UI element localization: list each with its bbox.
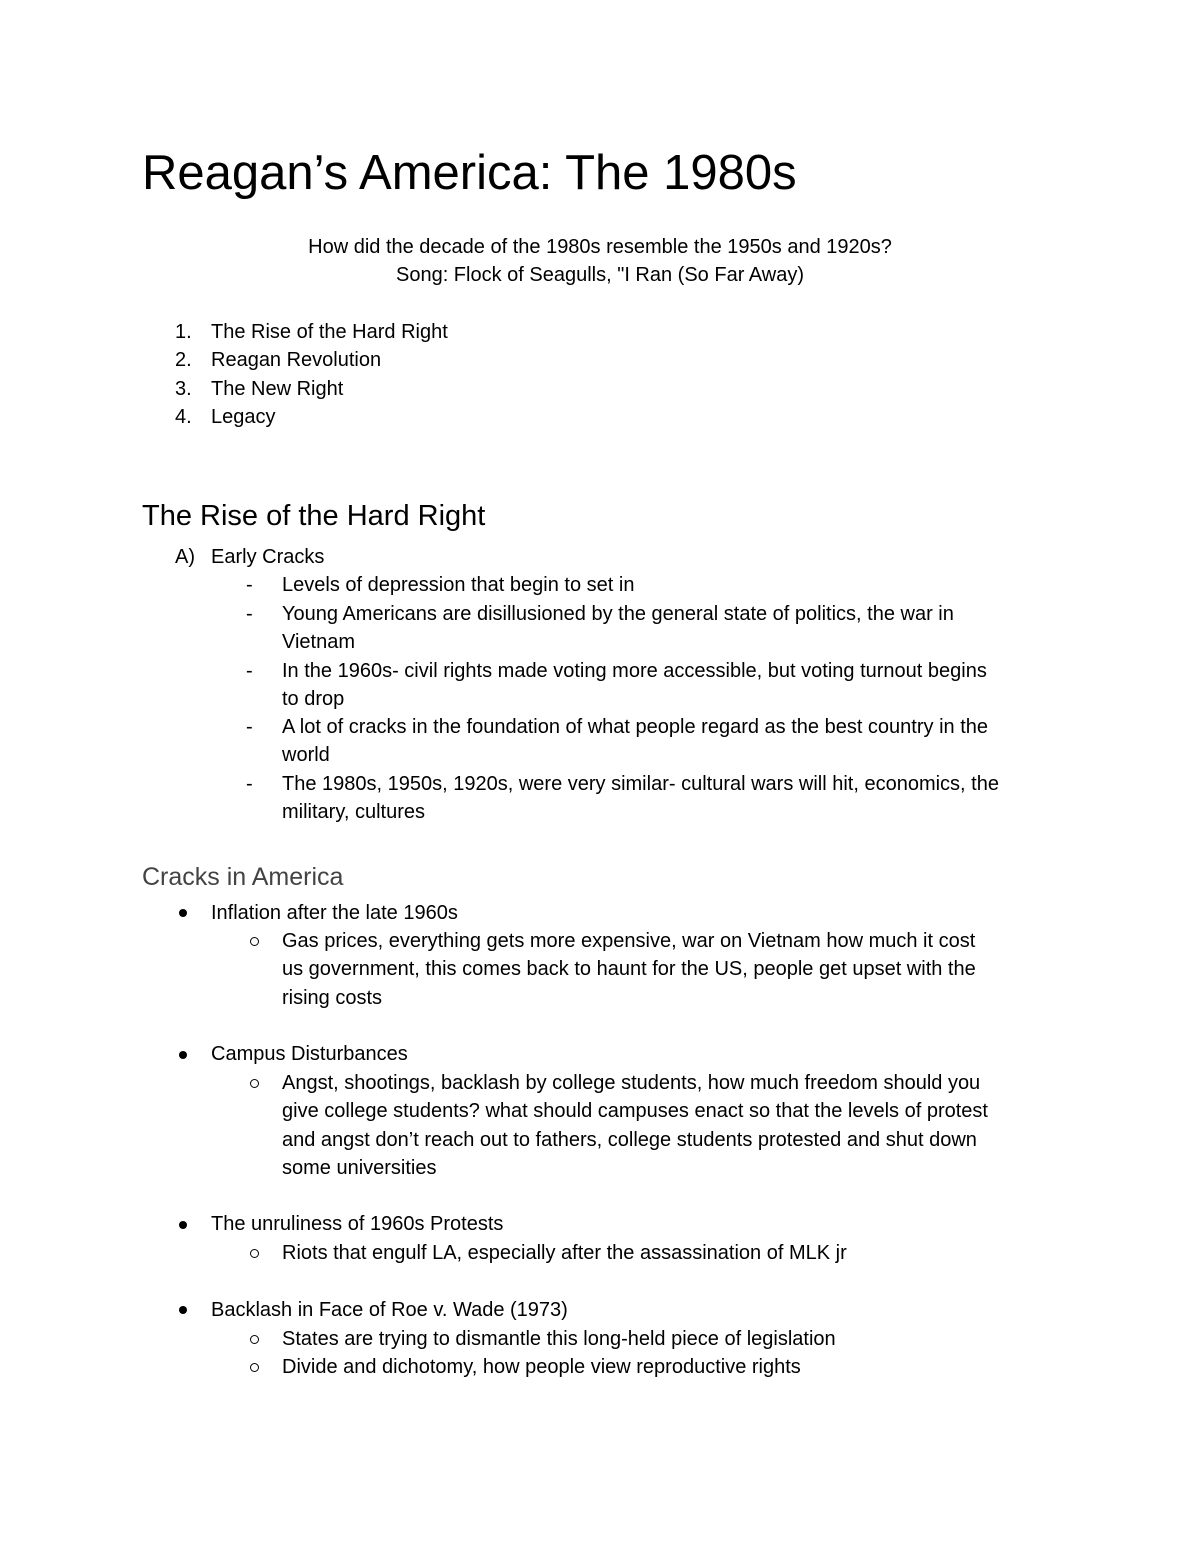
dash-marker: - — [246, 574, 253, 596]
subsection-heading: Cracks in America — [142, 863, 344, 891]
list-item-continued: to drop — [282, 688, 345, 710]
sub-list-item: Riots that engulf LA, especially after the assassination of MLK jr — [282, 1242, 847, 1264]
list-item: The 1980s, 1950s, 1920s, were very similar- cultural wars will hit, economics, the — [282, 773, 999, 795]
list-item-continued: world — [282, 744, 330, 766]
dash-marker: - — [246, 716, 253, 738]
list-item: Young Americans are disillusioned by the general state of politics, the war in — [282, 603, 954, 625]
sub-heading: Early Cracks — [211, 546, 325, 568]
sub-list-item-continued: rising costs — [282, 987, 383, 1009]
list-item: In the 1960s- civil rights made voting more accessible, but voting turnout begins — [282, 660, 987, 682]
document-title: Reagan’s America: The 1980s — [142, 146, 797, 200]
outline-number: 4. — [175, 406, 192, 428]
outline-item: The New Right — [211, 378, 344, 400]
outline-item: Legacy — [211, 406, 276, 428]
sub-list-item: Angst, shootings, backlash by college students, how much freedom should you — [282, 1072, 981, 1094]
sub-list-item-continued: some universities — [282, 1157, 437, 1179]
circle-bullet-icon — [250, 1363, 259, 1372]
circle-bullet-icon — [250, 1335, 259, 1344]
section-heading: The Rise of the Hard Right — [142, 500, 486, 532]
list-item: The unruliness of 1960s Protests — [211, 1213, 504, 1235]
bullet-icon — [179, 1306, 187, 1314]
bullet-icon — [179, 1051, 187, 1059]
sub-list-item: States are trying to dismantle this long-held piece of legislation — [282, 1328, 836, 1350]
sub-list-item: Divide and dichotomy, how people view reproductive rights — [282, 1356, 801, 1378]
bullet-icon — [179, 909, 187, 917]
sub-marker: A) — [175, 546, 195, 568]
outline-item: The Rise of the Hard Right — [211, 321, 448, 343]
list-item: A lot of cracks in the foundation of what people regard as the best country in the — [282, 716, 988, 738]
sub-list-item: Gas prices, everything gets more expensive, war on Vietnam how much it cost — [282, 930, 976, 952]
dash-marker: - — [246, 603, 253, 625]
outline-number: 1. — [175, 321, 192, 343]
circle-bullet-icon — [250, 1249, 259, 1258]
dash-marker: - — [246, 773, 253, 795]
outline-number: 2. — [175, 349, 192, 371]
list-item: Levels of depression that begin to set in — [282, 574, 635, 596]
list-item-continued: Vietnam — [282, 631, 356, 653]
sub-list-item-continued: give college students? what should campuses enact so that the levels of protest — [282, 1100, 988, 1122]
sub-list-item-continued: us government, this comes back to haunt for the US, people get upset with the — [282, 958, 976, 980]
list-item: Backlash in Face of Roe v. Wade (1973) — [211, 1299, 568, 1321]
sub-list-item-continued: and angst don’t reach out to fathers, college students protested and shut down — [282, 1129, 977, 1151]
list-item: Campus Disturbances — [211, 1043, 408, 1065]
dash-marker: - — [246, 660, 253, 682]
list-item-continued: military, cultures — [282, 801, 425, 823]
outline-number: 3. — [175, 378, 192, 400]
circle-bullet-icon — [250, 937, 259, 946]
intro-question: How did the decade of the 1980s resemble the 1950s and 1920s? — [308, 236, 892, 258]
list-item: Inflation after the late 1960s — [211, 902, 458, 924]
intro-song: Song: Flock of Seagulls, "I Ran (So Far Away) — [395, 264, 805, 286]
outline-item: Reagan Revolution — [211, 349, 382, 371]
circle-bullet-icon — [250, 1079, 259, 1088]
bullet-icon — [179, 1221, 187, 1229]
